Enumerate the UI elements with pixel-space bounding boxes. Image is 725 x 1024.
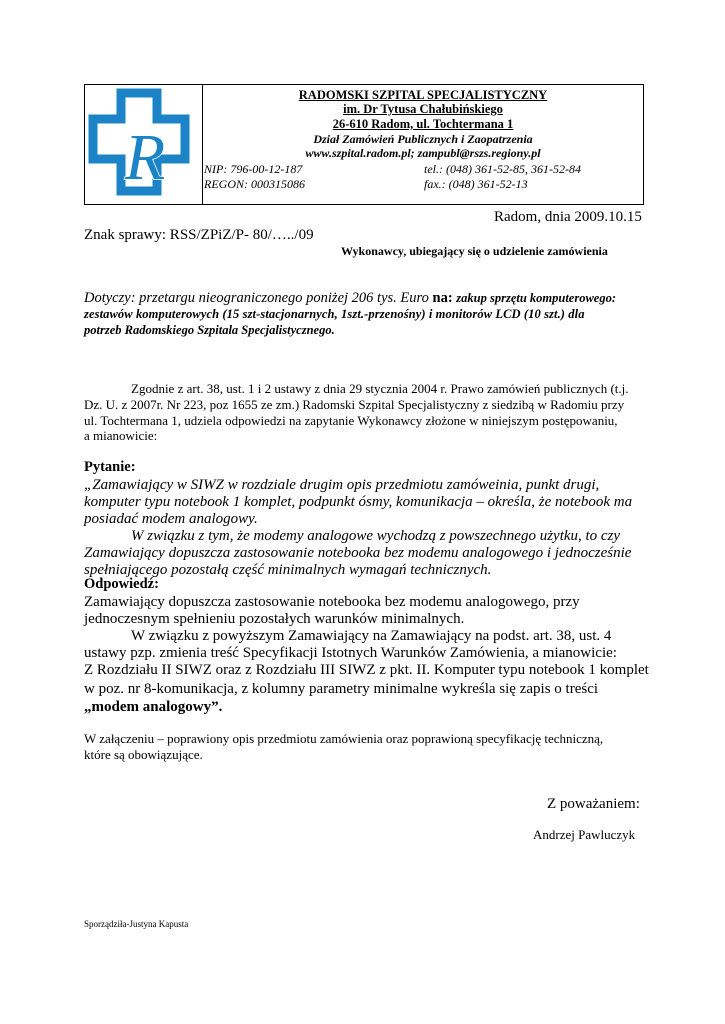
fax: fax.: (048) 361-52-13 (424, 177, 528, 191)
intro-line-4: a mianowicie: (84, 428, 158, 443)
tel: tel.: (048) 361-52-85, 361-52-84 (424, 162, 581, 176)
question-line-6: spełniającego pozostałą część minimalnych wymagań technicznych. (84, 562, 492, 578)
question-line-2: komputer typu notebook 1 komplet, podpunkt ósmy, komunikacja – określa, że notebook ma (84, 494, 633, 510)
logo-letter: R (124, 121, 166, 194)
hospital-patron: im. Dr Tytusa Chałubińskiego (343, 102, 503, 116)
question-label: Pytanie: (84, 459, 136, 475)
intro-line-2: Dz. U. z 2007r. Nr 223, poz 1655 ze zm.) Radomski Szpital Specjalistyczny z siedzibą w Radomiu przy (84, 397, 625, 412)
answer-line-7: „modem analogowy”. (84, 699, 223, 715)
hospital-address: 26-610 Radom, ul. Tochtermana 1 (332, 117, 514, 131)
answer-line-3: W związku z powyższym Zamawiający na Zamawiający na podst. art. 38, ust. 4 (131, 628, 612, 644)
subject (84, 290, 644, 338)
question-line-3: posiadać modem analogowy. (84, 511, 258, 527)
subject-line2: zestawów komputerowych (15 szt-stacjonarnych, 1szt.-przenośny) i monitorów LCD (10 szt.) dla (84, 307, 585, 321)
question-line-1: „Zamawiający w SIWZ w rozdziale drugim opis przedmiotu zamóweinia, punkt drugi, (84, 477, 600, 493)
place-date: Radom, dnia 2009.10.15 (494, 209, 642, 225)
hospital-cross-logo-icon (87, 87, 199, 199)
subject-line3: potrzeb Radomskiego Szpitala Specjalistycznego. (84, 323, 335, 337)
question-line-5: Zamawiający dopuszcza zastosowanie notebooka bez modemu analogowego i jednocześnie (84, 545, 632, 561)
letterhead (84, 84, 644, 205)
department: Dział Zamówień Publicznych i Zaopatrzenia (313, 132, 533, 146)
answer-line-4: ustawy pzp. zmienia treść Specyfikacji Istotnych Warunków Zamówienia, a mianowicie: (84, 645, 617, 661)
hospital-name: RADOMSKI SZPITAL SPECJALISTYCZNY (298, 88, 548, 102)
signatory: Andrzej Pawluczyk (533, 827, 636, 842)
closing: Z poważaniem: (547, 796, 640, 812)
attachment-line-1: W załączeniu – poprawiony opis przedmiotu zamówienia oraz poprawioną specyfikację techniczną, (84, 731, 604, 746)
intro-line-3: ul. Tochtermana 1, udziela odpowiedzi na zapytanie Wykonawcy złożone w niniejszym postępowaniu, (84, 413, 618, 428)
subject-bold-lead: na: (432, 290, 457, 306)
web-email: www.szpital.radom.pl; zampubl@rszs.regiony.pl (305, 146, 541, 160)
answer-label: Odpowiedź: (84, 576, 159, 592)
answer-line-2: jednoczesnym spełnieniu pozostałych warunków minimalnych. (84, 611, 465, 627)
subject-lead: Dotyczy: przetargu nieograniczonego poniżej 206 tys. Euro (84, 290, 433, 306)
question-line-4: W związku z tym, że modemy analogowe wychodzą z powszechnego użytku, to czy (131, 528, 621, 544)
subject-line1: zakup sprzętu komputerowego: (456, 291, 617, 305)
prepared-by: Sporządziła-Justyna Kapusta (84, 919, 189, 929)
intro-line-1: Zgodnie z art. 38, ust. 1 i 2 ustawy z dnia 29 stycznia 2004 r. Prawo zamówień publicznych (t.j. (131, 381, 629, 396)
answer-line-6: w poz. nr 8-komunikacja, z kolumny parametry minimalne wykreśla się zapis o treści (84, 681, 599, 697)
answer-line-1: Zamawiający dopuszcza zastosowanie notebooka bez modemu analogowego, przy (84, 594, 580, 610)
case-number: Znak sprawy: RSS/ZPiZ/P- 80/…../09 (84, 227, 314, 243)
answer-line-5: Z Rozdziału II SIWZ oraz z Rozdziału III SIWZ z pkt. II. Komputer typu notebook 1 komplet (84, 662, 649, 678)
nip: NIP: 796-00-12-187 (204, 162, 303, 176)
recipient: Wykonawcy, ubiegający się o udzielenie zamówienia (341, 244, 608, 258)
logo (85, 85, 203, 204)
attachment-line-2: które są obowiązujące. (84, 747, 203, 762)
regon: REGON: 000315086 (204, 177, 305, 191)
